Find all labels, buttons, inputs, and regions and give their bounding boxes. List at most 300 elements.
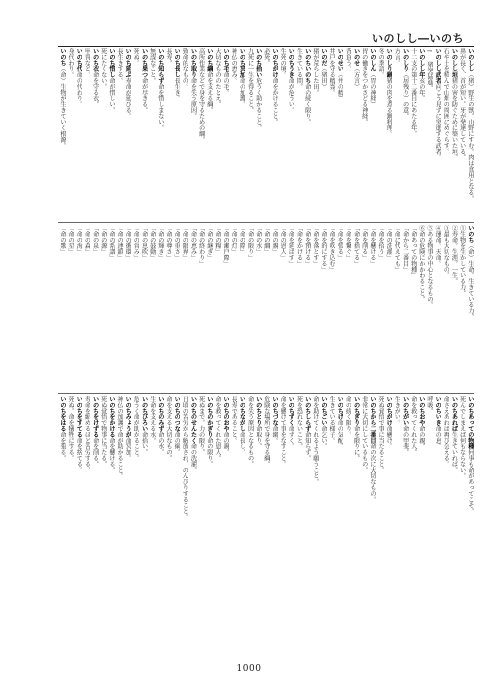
entry-headword: いのちあっての物種 — [466, 396, 474, 450]
text-column — [286, 225, 294, 390]
entry-text: 命を懸けて事をなすこと。 — [279, 396, 287, 467]
entry-text: ③最も大切なもの。 — [442, 225, 450, 279]
text-column — [58, 225, 66, 390]
text-column — [450, 225, 458, 390]
text-column — [458, 225, 466, 390]
entry-text: 命を救ってくれた人。 — [409, 396, 417, 456]
text-column — [311, 225, 319, 390]
entry-headword: いのちをはる — [59, 396, 66, 432]
text-column — [466, 48, 474, 220]
text-column — [409, 48, 417, 220]
text-column — [441, 48, 449, 220]
entry-text: 命の加護。 — [238, 77, 246, 108]
text-column — [360, 48, 368, 220]
entry-text: 「命を張る」 — [336, 225, 344, 261]
entry-text: 「命の瀬戸際」 — [222, 225, 230, 267]
text-column — [156, 48, 164, 220]
text-column — [392, 225, 400, 390]
text-column — [278, 396, 286, 644]
text-column — [303, 396, 311, 644]
text-column — [392, 48, 400, 220]
entry-text: 寿命を縮めるほど苦労する。 — [83, 396, 91, 473]
entry-headword: いのしし武者 — [434, 48, 442, 84]
entry-text: 「命の洗濯」 — [385, 225, 393, 261]
tier-1 — [58, 48, 474, 220]
text-column — [343, 396, 351, 644]
text-column — [286, 48, 294, 220]
entry-headword: いのちづな — [271, 396, 279, 426]
entry-headword: いのち毛 — [222, 48, 230, 72]
text-column — [197, 396, 205, 644]
text-column — [91, 225, 99, 390]
entry-text: 命の限り。 — [205, 437, 213, 467]
entry-text: 命を限りに。 — [352, 425, 360, 461]
text-column — [115, 225, 123, 390]
entry-text: 「命の歌」 — [59, 225, 66, 255]
entry-text: 危うく命が助かること。 — [132, 396, 140, 461]
entry-text: ②寿命。生涯。一生。 — [450, 225, 458, 285]
entry-text: 神仏の加護で命が助かること。 — [116, 396, 124, 479]
text-column — [221, 225, 229, 390]
entry-headword: いのちがけ — [385, 396, 393, 426]
text-column — [392, 396, 400, 644]
text-column — [343, 48, 351, 220]
entry-text: 死ぬ覚悟で事に当たること。 — [377, 396, 385, 473]
entry-text: （猪）野生の獣。山野にすむ。肉は食用となる。 — [466, 71, 474, 202]
entry-text: 「命の水」 — [254, 225, 262, 255]
text-column — [237, 396, 245, 644]
entry-text: 「命の連鎖」 — [116, 225, 124, 261]
entry-text: 「命の恩人」 — [279, 225, 287, 261]
entry-text: 命の代わり。 — [75, 71, 83, 108]
entry-text: 呼吸。 — [426, 396, 434, 414]
entry-text: 命を削る。 — [91, 437, 99, 467]
text-column — [384, 396, 392, 644]
entry-text: 命を失う原因。 — [189, 77, 197, 119]
text-column — [458, 396, 466, 644]
text-column — [466, 225, 474, 390]
text-column — [433, 48, 441, 220]
entry-headword: いのちをすてる — [75, 396, 83, 438]
text-column — [237, 48, 245, 220]
tier-columns — [58, 396, 474, 644]
entry-headword: いのちうき — [287, 48, 295, 78]
entry-text: 命ずく。 — [287, 425, 295, 450]
text-column — [303, 48, 311, 220]
entry-headword: いのちのみず — [156, 396, 164, 432]
entry-text: 死にたくない。 — [99, 48, 107, 90]
entry-headword: いのちがけ — [271, 48, 279, 78]
entry-text: 死ぬ覚悟で物事に当たる。 — [99, 396, 107, 467]
text-column — [131, 48, 139, 220]
entry-text: 「命の継ぎ」 — [205, 225, 213, 261]
text-column — [221, 48, 229, 220]
entry-headword: いのちのせんたく — [189, 396, 197, 444]
entry-headword: いのちがい — [401, 396, 409, 426]
entry-text: 「命の限界」 — [181, 225, 189, 261]
text-column — [384, 225, 392, 390]
entry-text: 死ぬ。 — [132, 48, 140, 66]
text-column — [458, 48, 466, 220]
entry-text: 非常に大切にしているもの。 — [360, 396, 368, 473]
entry-text: 井戸を守る精霊。 — [328, 48, 336, 96]
entry-headword: いのしし — [466, 48, 474, 72]
entry-text: 「命の際」 — [238, 225, 246, 255]
entry-headword: いのちぎり — [352, 396, 360, 426]
entry-text: 命を懸ける。 — [107, 437, 115, 473]
entry-headword: いのち — [466, 225, 474, 243]
entry-text: 命を救ってくれた恩人。 — [213, 396, 221, 461]
entry-text: 命乞い。 — [320, 425, 327, 450]
entry-text: 命が惜しい。 — [107, 77, 115, 113]
text-column — [131, 396, 139, 644]
text-column — [327, 48, 335, 220]
text-column — [433, 396, 441, 644]
text-column — [409, 396, 417, 644]
entry-text: 「命の綱」 — [262, 225, 270, 255]
text-column — [148, 396, 156, 644]
entry-text: 「命の尊さ」 — [165, 225, 173, 261]
entry-headword: いのちびろい — [140, 396, 148, 432]
text-column — [82, 396, 90, 644]
text-column — [327, 396, 335, 644]
entry-text: 「命の親」 — [271, 225, 279, 255]
entry-text: 長生き。 — [173, 77, 181, 102]
text-column — [425, 48, 433, 220]
entry-text: 命を守る衣。 — [91, 71, 99, 108]
entry-text: （井の精） — [336, 71, 344, 102]
text-column — [58, 48, 66, 220]
text-column — [417, 396, 425, 644]
entry-headword: いのち惜し — [107, 48, 115, 78]
entry-headword: いのちおや — [417, 396, 425, 426]
entry-text: 十二支の第十二番目にあたる年。 — [409, 48, 417, 137]
text-column — [189, 48, 197, 220]
entry-text: 命の親。 — [222, 431, 230, 456]
text-column — [213, 396, 221, 644]
text-column — [148, 225, 156, 390]
entry-text: 方言。 — [393, 48, 401, 66]
text-column — [189, 396, 197, 644]
text-column — [246, 396, 254, 644]
entry-text: （胃の神経） — [368, 71, 376, 108]
entry-headword: いのちから二番目 — [368, 396, 376, 444]
entry-text: 命取り。 — [254, 425, 262, 450]
entry-text: 胃の働きをつかさどる神経。 — [360, 48, 368, 125]
entry-text: 命を惜しまない。 — [156, 83, 164, 131]
entry-text: ⑥命の危険にかかわること。 — [417, 225, 425, 302]
entry-text: 「命を繋ぐ」 — [344, 225, 352, 261]
text-column — [401, 48, 409, 220]
entry-text: 命を張る。 — [59, 431, 66, 461]
entry-text: 「命の星」 — [67, 225, 75, 255]
text-column — [164, 225, 172, 390]
entry-headword: いのちのかぎり — [205, 396, 213, 438]
entry-text: 「命を捨てる」 — [352, 225, 360, 267]
page-number: 1000 — [236, 664, 262, 674]
entry-text: 命さえあれば再び会える。 — [442, 396, 450, 467]
entry-headword: いのしし垣 — [450, 48, 458, 78]
entry-text: 命知らず。 — [303, 431, 311, 461]
text-column — [368, 48, 376, 220]
text-column — [417, 48, 425, 220]
entry-text: 寿命が延びる。 — [124, 77, 132, 119]
entry-text: 命の続く限り。 — [303, 83, 311, 125]
text-column — [409, 225, 417, 390]
entry-headword: いのだ — [320, 48, 327, 66]
header-rule — [58, 46, 474, 47]
text-column — [319, 48, 327, 220]
text-column — [99, 396, 107, 644]
text-column — [376, 48, 384, 220]
entry-text: 「命を懸ける」 — [368, 225, 376, 267]
entry-text: 「命を削る」 — [360, 225, 368, 261]
text-column — [82, 225, 90, 390]
entry-text: 生死の境。 — [279, 48, 287, 78]
entry-text: 身代わり。 — [67, 48, 75, 78]
text-column — [246, 48, 254, 220]
entry-headword: いのちずく — [287, 396, 295, 426]
entry-text: 命の親。 — [417, 425, 425, 450]
entry-headword: いのちとり — [254, 396, 262, 426]
entry-text: 「命を延ばす」 — [287, 225, 295, 267]
entry-text: 命冥加。 — [124, 437, 132, 461]
text-column — [164, 396, 172, 644]
text-column — [311, 396, 319, 644]
entry-text: 命拾い。 — [140, 431, 148, 456]
text-column — [58, 396, 66, 644]
entry-text: 危うく助かること。 — [254, 77, 262, 131]
text-column — [425, 396, 433, 644]
text-column — [213, 48, 221, 220]
entry-headword: いのちげ — [336, 396, 344, 420]
text-column — [262, 396, 270, 644]
text-column — [368, 225, 376, 390]
tier-divider — [58, 393, 474, 394]
text-column — [352, 48, 360, 220]
text-column — [205, 396, 213, 644]
entry-text: 「命の糧」 — [213, 225, 221, 255]
entry-text: 大切なもののたとえ。 — [213, 48, 221, 108]
text-column — [115, 48, 123, 220]
entry-text: 「命から二番目」 — [401, 225, 409, 273]
entry-text: 背負う。 — [344, 48, 352, 72]
entry-text: 命の甲斐。 — [401, 425, 409, 456]
text-column — [156, 396, 164, 644]
tier-3 — [58, 396, 474, 644]
text-column — [319, 225, 327, 390]
entry-text: 九死に一生を得ること。 — [246, 48, 254, 113]
text-column — [123, 225, 131, 390]
text-column — [197, 225, 205, 390]
entry-headword: いのち冥加 — [238, 48, 246, 78]
text-column — [441, 396, 449, 644]
text-column — [140, 48, 148, 220]
entry-text: 「命を拾う」 — [377, 225, 385, 261]
text-column — [66, 225, 74, 390]
text-column — [148, 48, 156, 220]
text-column — [246, 225, 254, 390]
text-column — [450, 396, 458, 644]
text-column — [286, 396, 294, 644]
entry-text: 死ぬ。命を犠牲にする。 — [67, 396, 75, 461]
entry-text: （方言） — [352, 65, 360, 90]
entry-text: → 猪突猛進。 — [426, 48, 434, 91]
text-column — [107, 48, 115, 220]
tier-columns — [58, 48, 474, 220]
entry-text: 日頃の苦労から解放され、のんびりすること。 — [181, 396, 189, 520]
entry-text: 命が尽きる。 — [140, 77, 148, 113]
entry-text: 命の水。 — [156, 431, 164, 456]
entry-text: 命の綱。 — [173, 431, 181, 456]
entry-text: 「命の泉」 — [91, 225, 99, 255]
entry-text: 命長し。 — [238, 431, 246, 456]
text-column — [425, 225, 433, 390]
text-column — [295, 396, 303, 644]
entry-headword: いのち延ぶ — [124, 48, 132, 78]
text-column — [303, 225, 311, 390]
text-column — [270, 396, 278, 644]
entry-text: 生きている様子。 — [328, 396, 336, 444]
text-column — [441, 225, 449, 390]
entry-headword: いのせ — [352, 48, 360, 66]
entry-text: 「命に代えても」 — [393, 225, 401, 273]
entry-text: 命を支える大切なもの。 — [165, 396, 173, 461]
text-column — [221, 396, 229, 644]
entry-headword: いのせい — [336, 48, 344, 72]
text-column — [343, 225, 351, 390]
text-column — [123, 396, 131, 644]
entry-headword: いのしん — [368, 48, 376, 72]
text-column — [91, 48, 99, 220]
text-column — [180, 396, 188, 644]
text-column — [229, 48, 237, 220]
entry-text: 長生きする。 — [116, 48, 124, 84]
tier-divider — [58, 222, 474, 223]
text-column — [107, 225, 115, 390]
entry-text: 猪が荒らした田。 — [311, 48, 319, 96]
text-column — [278, 225, 286, 390]
text-column — [262, 48, 270, 220]
text-column — [91, 396, 99, 644]
text-column — [164, 48, 172, 220]
text-column — [180, 48, 188, 220]
text-column — [335, 396, 343, 644]
entry-text: （命）生物が生きていく根源。 — [59, 65, 66, 149]
entry-text: 命を助けてくれるよう願うこと。 — [311, 396, 319, 485]
entry-headword: いのち衣 — [91, 48, 99, 72]
entry-headword: いのちのおや — [222, 396, 230, 432]
entry-text: 死を恐れないこと。 — [295, 396, 303, 450]
entry-text: 命を支える綱。 — [205, 71, 213, 113]
entry-headword: いのちのつな — [173, 396, 181, 432]
entry-text: 命の続く限り。 — [344, 396, 352, 438]
entry-text: 生きていれば。 — [450, 431, 458, 473]
text-column — [295, 225, 303, 390]
text-column — [74, 396, 82, 644]
entry-headword: いのちいき — [434, 396, 442, 426]
entry-text: 「命を預ける」 — [303, 225, 311, 267]
entry-headword: いのちみょうが — [124, 396, 132, 438]
running-head-title: いのしし―いのち — [372, 32, 464, 45]
text-column — [229, 396, 237, 644]
entry-text: 「命の海」 — [75, 225, 83, 255]
text-column — [352, 225, 360, 390]
entry-headword: いのち取り — [189, 48, 197, 78]
entry-text: 致命的なもの。 — [181, 48, 189, 90]
text-column — [237, 225, 245, 390]
entry-text: 「命の重さ」 — [173, 225, 181, 261]
text-column — [172, 48, 180, 220]
text-column — [270, 225, 278, 390]
text-column — [401, 396, 409, 644]
entry-text: 命を失う原因となるもの。 — [246, 396, 254, 467]
text-column — [254, 225, 262, 390]
entry-headword: いのちをかける — [107, 396, 115, 438]
text-column — [99, 225, 107, 390]
entry-text: 「命をかける」 — [295, 225, 303, 267]
entry-headword: いのちごい — [320, 396, 327, 426]
entry-text: ④運命。天命。 — [434, 225, 442, 267]
entry-text: 「命の鼓動」 — [148, 225, 156, 261]
text-column — [156, 225, 164, 390]
entry-headword: いのしり — [401, 48, 409, 72]
entry-text: 命をかけること。 — [271, 77, 279, 125]
text-column — [360, 396, 368, 644]
entry-text: （猪田） — [320, 65, 327, 90]
entry-text: 「命を落とす」 — [311, 225, 319, 267]
text-column — [262, 225, 270, 390]
text-column — [74, 48, 82, 220]
text-column — [205, 48, 213, 220]
entry-headword: いのち — [59, 48, 66, 66]
entry-text: （命）生命。生きている力。 — [466, 242, 474, 320]
entry-text: ⑤ある物事の中心となるもの。 — [426, 225, 434, 308]
text-column — [180, 225, 188, 390]
text-column — [278, 48, 286, 220]
entry-text: 命の毛。 — [222, 71, 230, 96]
entry-text: 「命の恵み」 — [189, 225, 197, 261]
entry-text: 死んでしまえば何もならない。 — [458, 396, 466, 479]
entry-text: 死ぬまで。力の限り。 — [197, 396, 205, 456]
text-column — [172, 225, 180, 390]
text-column — [384, 48, 392, 220]
text-column — [368, 396, 376, 644]
text-column — [450, 48, 458, 220]
entry-text: 「命の息吹」 — [140, 225, 148, 261]
entry-headword: いのちしらず — [303, 396, 311, 432]
text-column — [376, 396, 384, 644]
entry-text: 冬の季語。 — [377, 48, 385, 78]
entry-text: 「命の循環」 — [124, 225, 132, 261]
entry-headword: いのちいのち — [303, 48, 311, 84]
entry-text: 危険な場所で身を守る綱。 — [262, 396, 270, 467]
text-column — [254, 48, 262, 220]
text-column — [172, 396, 180, 644]
entry-text: 「命の森」 — [83, 225, 91, 255]
text-column — [189, 225, 197, 390]
text-column — [131, 225, 139, 390]
entry-text: 生きている間。 — [295, 48, 303, 90]
entry-text: 「命あっての物種」 — [409, 225, 417, 279]
entry-text: 鼻が長く、首が短い。牙が発達している。 — [458, 48, 466, 161]
entry-text: 石や土を積んで山畑の周囲にめぐらす。 — [442, 48, 450, 155]
text-column — [74, 225, 82, 390]
text-column — [327, 225, 335, 390]
entry-text: 無謀なこと。 — [148, 48, 156, 84]
text-column — [115, 396, 123, 644]
entry-text: 「命の終わり」 — [197, 225, 205, 267]
